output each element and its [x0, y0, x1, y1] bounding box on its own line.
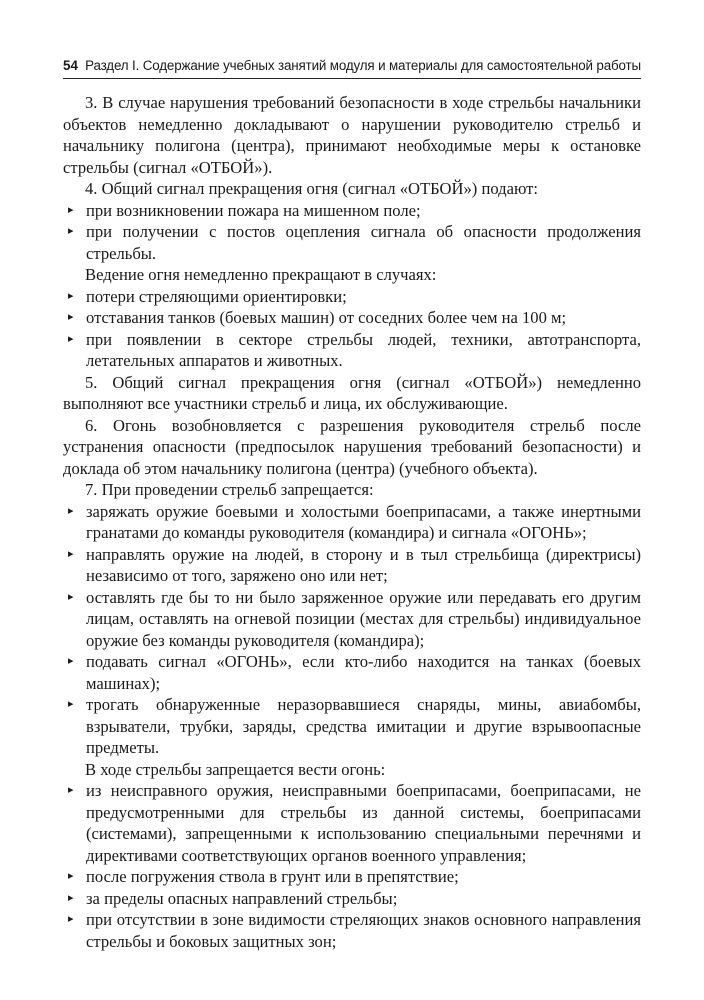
list-item: [63, 329, 641, 372]
list-item: [63, 780, 641, 866]
list-item-text: трогать обнаруженные неразорвавшиеся снаряды, мины, авиабомбы, взрыватели, трубки, заряды, средства имитации и другие взрывоопасные предметы.: [86, 695, 641, 757]
list-item: [63, 587, 641, 652]
bullet-arrow-icon: ▸: [68, 655, 74, 667]
list-item-text: при отсутствии в зоне видимости стреляющих знаков основного направления стрельбы и боковых защитных зон;: [86, 910, 641, 951]
list-item-text: направлять оружие на людей, в сторону и в тыл стрельбища (директрисы) независимо от того, заряжено оно или нет;: [86, 544, 641, 585]
paragraph: В ходе стрельбы запрещается вести огонь:: [85, 759, 386, 779]
bullet-arrow-icon: ▸: [68, 289, 74, 302]
bullet-arrow-icon: ▸: [68, 913, 74, 925]
paragraph: Ведение огня немедленно прекращают в случаях:: [85, 265, 437, 284]
list-item: [63, 286, 641, 308]
list-item-text: при возникновении пожара на мишенном поле;: [86, 200, 421, 220]
list-item: [63, 651, 641, 694]
page-header: [63, 58, 641, 79]
list-item-text: при появлении в секторе стрельбы людей, техники, автотранспорта, летательных аппаратов и животных.: [86, 329, 641, 370]
bullet-arrow-icon: ▸: [68, 698, 74, 710]
list-item-text: при получении с постов оцепления сигнала об опасности продолжения стрельбы.: [86, 222, 641, 263]
bullet-arrow-icon: ▸: [68, 203, 74, 216]
list-item: [63, 866, 641, 888]
bullet-arrow-icon: ▸: [68, 547, 74, 560]
list-item-text: заряжать оружие боевыми и холостыми боеприпасами, а также инертными гранатами до команды руководителя (командира) и сигнала «ОГОНЬ»;: [86, 501, 641, 542]
bullet-arrow-icon: ▸: [68, 870, 74, 882]
list-item-text: подавать сигнал «ОГОНЬ», если кто-либо находится на танках (боевых машинах);: [86, 652, 641, 693]
bullet-arrow-icon: ▸: [68, 311, 74, 323]
bullet-arrow-icon: ▸: [68, 504, 74, 517]
list-item: [63, 909, 641, 952]
paragraph: 7. При проведении стрельб запрещается:: [85, 480, 374, 499]
running-title: Раздел I. Содержание учебных занятий модуля и материалы для самостоятельной работы: [85, 58, 641, 73]
bullet-arrow-icon: ▸: [68, 784, 74, 796]
bullet-list: [63, 200, 641, 265]
bullet-list: [63, 780, 641, 952]
list-item-text: за пределы опасных направлений стрельбы;: [86, 888, 398, 908]
paragraph: 3. В случае нарушения требований безопасности в ходе стрельбы начальники объектов немедленно докладывают о нарушении руководителю стрельб и начальнику полигона (центра), принимают необходимые меры к остановке стрельбы (сигнал «ОТБОЙ»).: [63, 93, 641, 177]
bullet-arrow-icon: ▸: [68, 225, 74, 237]
paragraph: 5. Общий сигнал прекращения огня (сигнал «ОТБОЙ») немедленно выполняют все участники стрельб и лица, их обслуживающие.: [63, 372, 641, 413]
list-item: [63, 888, 641, 910]
paragraph: 6. Огонь возобновляется с разрешения руководителя стрельб после устранения опасности (предпосылок нарушения требований безопасности) и доклада об этом начальнику полигона (центра) (учебного объекта).: [63, 415, 641, 478]
list-item: [63, 501, 641, 544]
list-item: [63, 307, 641, 329]
list-item-text: оставлять где бы то ни было заряженное оружие или передавать его другим лицам, оставлять на огневой позиции (местах для стрельбы) индивидуальное оружие без команды руководителя (командира);: [86, 587, 641, 650]
bullet-arrow-icon: ▸: [68, 332, 74, 345]
bullet-list: [63, 501, 641, 759]
list-item: [63, 544, 641, 587]
list-item: [63, 221, 641, 264]
list-item-text: после погружения ствола в грунт или в препятствие;: [86, 867, 459, 886]
paragraph: 4. Общий сигнал прекращения огня (сигнал «ОТБОЙ») подают:: [85, 179, 539, 198]
list-item: [63, 200, 641, 222]
list-item-text: из неисправного оружия, неисправными боеприпасами, боеприпасами, не предусмотренными для стрельбы из данной системы, боеприпасами (системами), запрещенными к использованию специальными перечнями и директивами соответствующих органов военного управления;: [86, 781, 641, 865]
bullet-arrow-icon: ▸: [68, 590, 74, 603]
list-item-text: потери стреляющими ориентировки;: [86, 286, 347, 306]
list-item-text: отставания танков (боевых машин) от соседних более чем на 100 м;: [86, 308, 567, 327]
bullet-list: [63, 286, 641, 372]
body-text: [63, 92, 641, 952]
bullet-arrow-icon: ▸: [68, 891, 74, 904]
list-item: [63, 694, 641, 759]
page-number: 54: [63, 58, 78, 73]
